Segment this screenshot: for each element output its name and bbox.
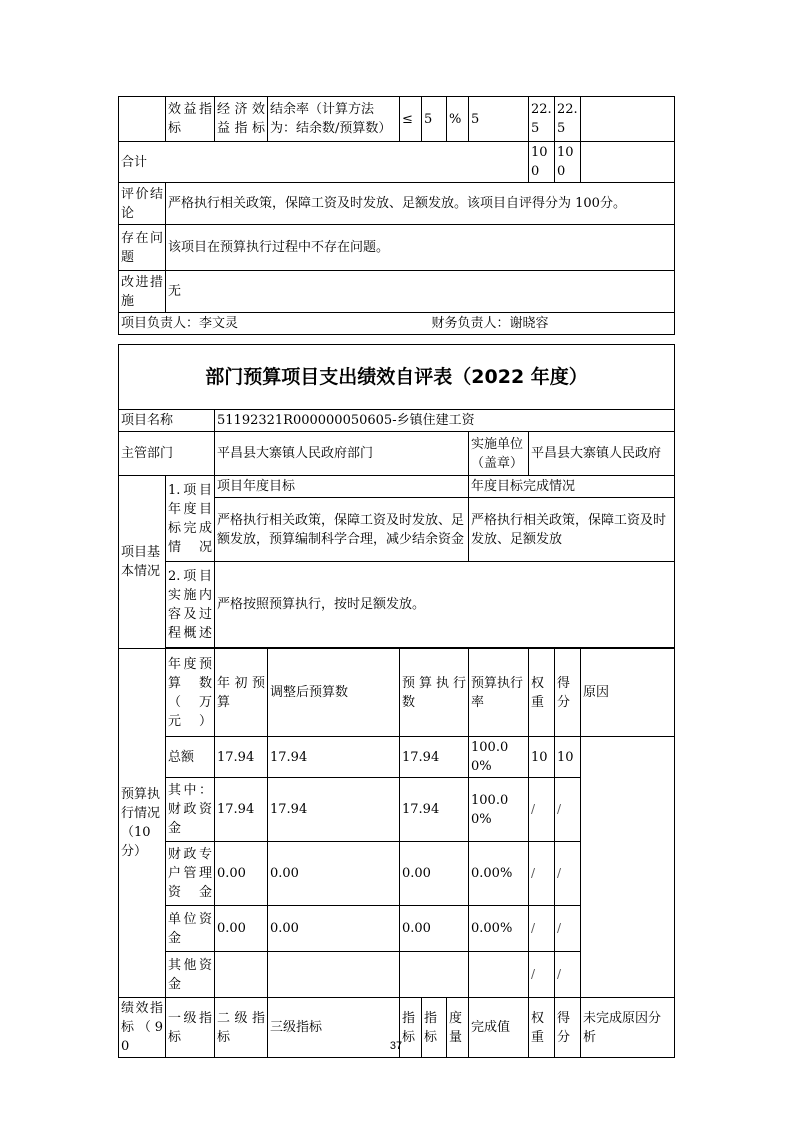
budget-adjusted: 17.94 (268, 778, 400, 842)
implementer: 平昌县大寨镇人民政府 (529, 432, 675, 476)
budget-row-label: 其他资金 (166, 952, 215, 998)
perf-label: 绩效指标（90 (119, 998, 166, 1058)
budget-row-label: 总额 (166, 737, 215, 778)
evaluation-text: 严格执行相关政策，保障工资及时发放、足额发放。该项目自评得分为 100分。 (166, 183, 675, 225)
title-row (119, 345, 675, 410)
budget-rate: 0.00% (469, 906, 529, 952)
performance-self-evaluation-table (118, 344, 675, 1058)
budget-weight: / (529, 906, 555, 952)
budget-rate: 100.00% (469, 737, 529, 778)
cell-target: 5 (422, 97, 447, 142)
budget-adjusted (268, 952, 400, 998)
perf-level3-header: 三级指标 (268, 998, 400, 1058)
total-score: 100 (555, 142, 581, 183)
budget-rate: 0.00% (469, 842, 529, 906)
total-row (119, 142, 675, 183)
perf-indicator-header: 指标 (400, 998, 422, 1058)
budget-executed: 0.00 (400, 842, 469, 906)
total-label: 合计 (119, 142, 529, 183)
goal-completion-label: 1.项目年度目标完成情况 (166, 476, 215, 562)
cell-unit: % (447, 97, 469, 142)
budget-row (119, 737, 675, 778)
page-number: 37 (389, 1040, 403, 1052)
department-label: 主管部门 (119, 432, 215, 476)
budget-weight: / (529, 778, 555, 842)
perf-weight-header: 权重 (529, 998, 555, 1058)
budget-executed (400, 952, 469, 998)
budget-initial: 0.00 (215, 842, 268, 906)
budget-initial: 17.94 (215, 778, 268, 842)
cell-level3: 结余率（计算方法为：结余数/预算数） (268, 97, 400, 142)
budget-weight: 10 (529, 737, 555, 778)
cell-actual: 5 (469, 97, 529, 142)
budget-annual-header: 年度预算数（万元） (166, 649, 215, 737)
signature-row (119, 313, 675, 335)
budget-score: / (555, 952, 581, 998)
project-name: 51192321R000000050605-乡镇住建工资 (215, 410, 675, 432)
project-lead: 项目负责人：李文灵 (119, 313, 422, 335)
cell-reason (581, 97, 675, 142)
evaluation-row (119, 183, 675, 225)
budget-executed: 17.94 (400, 778, 469, 842)
problem-row (119, 225, 675, 271)
perf-reason-header: 未完成原因分析 (581, 998, 675, 1058)
basic-info-label: 项目基本情况 (119, 476, 166, 649)
total-weight: 100 (529, 142, 555, 183)
budget-row-label: 财政专户管理资金 (166, 842, 215, 906)
perf-measure-header: 度量 (447, 998, 469, 1058)
cell-operator: ≤ (400, 97, 422, 142)
cell-score: 22.5 (555, 97, 581, 142)
goal-done: 严格执行相关政策，保障工资及时发放、足额发放 (469, 498, 675, 562)
budget-rate: 100.00% (469, 778, 529, 842)
budget-executed: 17.94 (400, 737, 469, 778)
cell-weight: 22.5 (529, 97, 555, 142)
budget-reason (581, 737, 675, 998)
budget-score: 10 (555, 737, 581, 778)
budget-reason-header: 原因 (581, 649, 675, 737)
budget-initial: 17.94 (215, 737, 268, 778)
budget-adjusted: 0.00 (268, 906, 400, 952)
project-name-row (119, 410, 675, 432)
budget-score: / (555, 842, 581, 906)
budget-row-label: 其中：财政资金 (166, 778, 215, 842)
problem-text: 该项目在预算执行过程中不存在问题。 (166, 225, 675, 271)
problem-label: 存在问题 (119, 225, 166, 271)
budget-executed-header: 预算执行数 (400, 649, 469, 737)
total-blank (581, 142, 675, 183)
perf-indicator-header-2: 指标 (422, 998, 447, 1058)
budget-adjusted-header: 调整后预算数 (268, 649, 400, 737)
cell-blank (119, 97, 166, 142)
annual-goal: 严格执行相关政策，保障工资及时发放、足额发放，预算编制科学合理，减少结余资金 (215, 498, 469, 562)
page-title: 部门预算项目支出绩效自评表（2022 年度） (119, 345, 675, 410)
budget-score: / (555, 906, 581, 952)
perf-score-header: 得分 (555, 998, 581, 1058)
budget-executed: 0.00 (400, 906, 469, 952)
budget-adjusted: 0.00 (268, 842, 400, 906)
goal-header-row (119, 476, 675, 498)
budget-weight: / (529, 842, 555, 906)
project-name-label: 项目名称 (119, 410, 215, 432)
cell-level1: 效益指标 (166, 97, 215, 142)
budget-rate (469, 952, 529, 998)
budget-header-row (119, 649, 675, 737)
improvement-row (119, 271, 675, 313)
budget-row-label: 单位资金 (166, 906, 215, 952)
evaluation-label: 评价结论 (119, 183, 166, 225)
previous-form-table (118, 96, 675, 335)
impl-overview: 严格按照预算执行，按时足额发放。 (215, 562, 675, 648)
perf-level1-header: 一级指标 (166, 998, 215, 1058)
department: 平昌县大寨镇人民政府部门 (215, 432, 469, 476)
budget-weight-header: 权重 (529, 649, 555, 737)
perf-actual-header: 完成值 (469, 998, 529, 1058)
budget-adjusted: 17.94 (268, 737, 400, 778)
finance-lead: 财务负责人：谢晓容 (422, 313, 675, 335)
budget-rate-header: 预算执行率 (469, 649, 529, 737)
budget-weight: / (529, 952, 555, 998)
budget-label: 预算执行情况（10分） (119, 649, 166, 998)
budget-initial-header: 年初预算 (215, 649, 268, 737)
improvement-text: 无 (166, 271, 675, 313)
benefit-indicator-row (119, 97, 675, 142)
department-row (119, 432, 675, 476)
budget-score-header: 得分 (555, 649, 581, 737)
cell-level2: 经济效益指标 (215, 97, 268, 142)
annual-goal-header: 项目年度目标 (215, 476, 469, 498)
impl-overview-label: 2.项目实施内容及过程概述 (166, 562, 215, 648)
goal-done-header: 年度目标完成情况 (469, 476, 675, 498)
budget-initial (215, 952, 268, 998)
budget-score: / (555, 778, 581, 842)
improvement-label: 改进措施 (119, 271, 166, 313)
implementer-label: 实施单位（盖章） (469, 432, 529, 476)
perf-level2-header: 二级指标 (215, 998, 268, 1058)
impl-overview-row (119, 562, 675, 648)
budget-initial: 0.00 (215, 906, 268, 952)
